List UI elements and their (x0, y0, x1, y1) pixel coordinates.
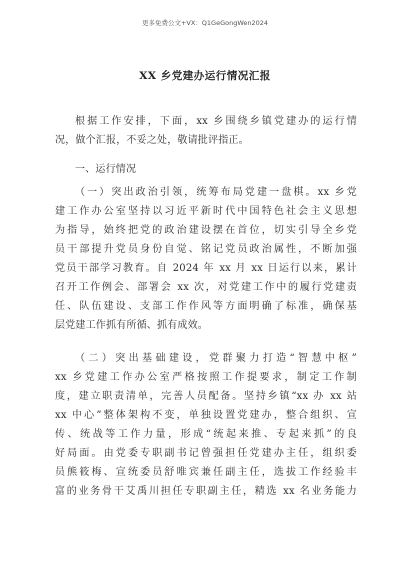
text-line: 建工作办公室坚持以习近平新时代中国特色社会主义思想 (55, 206, 357, 217)
paragraph-2 (55, 349, 357, 501)
text-line: 富的业务骨干艾禹川担任专职副主任，精选 xx 名业务能力 (55, 486, 357, 497)
text-line: 召开工作例会、部署会 xx 次，对党建工作中的履行党建责 (55, 282, 357, 293)
text-line: 况，做个汇报，不妥之处，敬请批评指正。 (55, 135, 249, 146)
section-heading (55, 160, 357, 179)
text-line: 度，建立职责清单，完善人员配备。坚持乡镇“xx 办 xx 站 (55, 391, 357, 402)
text-line: 根据工作安排，下面，xx 乡围绕乡镇党建办的运行情 (75, 116, 357, 127)
text-line: 为指导，始终把党的政治建设摆在首位，切实引导全乡党 (55, 225, 357, 236)
section-heading-text: 一、运行情况 (75, 164, 137, 175)
text-line: （二）突出基础建设，党群聚力打造“智慧中枢” (75, 353, 357, 364)
text-line: 层党建工作抓有所循、抓有成效。 (55, 320, 208, 331)
text-line: 传、统战等工作力量，形成“统起来推、专起来抓”的良 (55, 429, 357, 440)
header-note: 更多免费公文+VX：Q1GeGongWen2024 (141, 19, 269, 27)
intro-paragraph (55, 112, 357, 150)
text-line: 任、队伍建设、支部工作作风等方面明确了标准，确保基 (55, 301, 357, 312)
text-line: 员干部提升党员身份自觉、铭记党员政治属性，不断加强 (55, 244, 357, 255)
document-title: XX 乡党建办运行情况汇报 (139, 70, 271, 82)
paragraph-1 (55, 183, 357, 335)
text-line: xx 中心”整体架构不变，单独设置党建办，整合组织、宣 (55, 410, 357, 421)
text-line: 党员干部学习教育。自 2024 年 xx 月 xx 日运行以来，累计 (55, 263, 357, 274)
text-line: xx 乡党建工作办公室严格按照工作提要求，制定工作制 (55, 372, 357, 383)
text-line: （一）突出政治引领，统筹布局党建一盘棋。xx 乡党 (75, 187, 357, 198)
text-line: 员熊筱梅、宣统委员舒唯宾兼任副主任，选拔工作经验丰 (55, 467, 357, 478)
text-line: 好局面。由党委专职副书记曾强担任党建办主任，组织委 (55, 448, 357, 459)
